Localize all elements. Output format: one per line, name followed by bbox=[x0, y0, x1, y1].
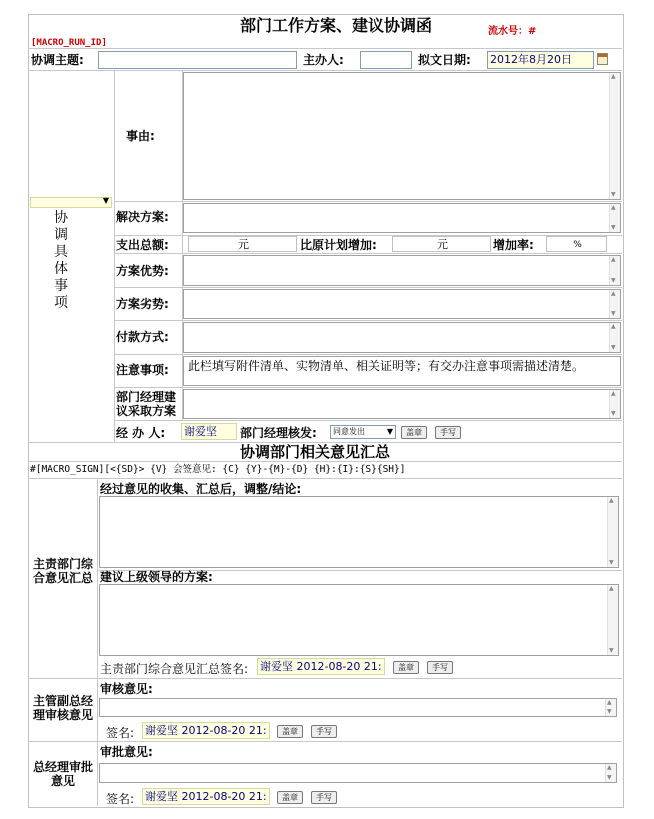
lead-sign-input[interactable]: 谢爱坚 2012-08-20 21: bbox=[257, 658, 385, 675]
gm-handwrite-button[interactable]: 手写 bbox=[311, 791, 337, 804]
lead-dept-label: 主责部门综合意见汇总 bbox=[32, 557, 93, 585]
stamp-button[interactable]: 盖章 bbox=[401, 426, 427, 439]
manager-check-value: 同意发出 bbox=[333, 427, 365, 436]
disadvantage-textarea[interactable] bbox=[183, 289, 621, 319]
gm-sign-input[interactable]: 谢爱坚 2012-08-20 21: bbox=[142, 788, 270, 805]
manager-check-select[interactable] bbox=[330, 425, 396, 439]
handler-label: 经 办 人: bbox=[116, 426, 166, 440]
conclusion-textarea[interactable] bbox=[99, 496, 619, 568]
macro-sign-line: #[MACRO_SIGN][<{SD}> {V} 会签意见: {C} {Y}-{M}-{D} {H}:{I}:{S}{SH}] bbox=[30, 464, 406, 475]
opinions-section-title: 协调部门相关意见汇总 bbox=[240, 443, 391, 461]
handler-input[interactable]: 谢爱坚 bbox=[181, 423, 237, 440]
expense-unit: 元 bbox=[238, 238, 249, 251]
coordination-vertical-label: 协 调 具 体 事 项 bbox=[54, 210, 68, 311]
lead-stamp-button[interactable]: 盖章 bbox=[393, 661, 419, 674]
date-label: 拟文日期: bbox=[418, 53, 471, 67]
manager-suggest-textarea[interactable] bbox=[183, 389, 621, 419]
lead-sign-label: 主责部门综合意见汇总签名: bbox=[100, 662, 249, 676]
vp-opinion-label: 审核意见: bbox=[100, 682, 153, 696]
manager-suggest-label: 部门经理建议采取方案 bbox=[116, 390, 177, 418]
reason-textarea[interactable] bbox=[183, 72, 621, 200]
gm-stamp-button[interactable]: 盖章 bbox=[277, 791, 303, 804]
macro-run-id: [MACRO_RUN_ID] bbox=[31, 38, 107, 48]
vp-stamp-button[interactable]: 盖章 bbox=[277, 725, 303, 738]
solution-label: 解决方案: bbox=[116, 210, 169, 224]
gm-approval-label: 总经理审批意见 bbox=[32, 760, 93, 788]
gm-sign-label: 签名: bbox=[106, 792, 135, 806]
host-input[interactable] bbox=[360, 51, 412, 69]
proposal-textarea[interactable] bbox=[99, 584, 619, 656]
serial-number: 流水号：# bbox=[488, 26, 537, 37]
notes-textarea[interactable]: 此栏填写附件清单、实物清单、相关证明等；有交办注意事项需描述清楚。 bbox=[183, 356, 621, 386]
host-label: 主办人: bbox=[303, 53, 344, 67]
vp-review-label: 主管副总经理审核意见 bbox=[32, 694, 93, 722]
rate-unit: % bbox=[573, 240, 582, 250]
conclusion-label: 经过意见的收集、汇总后，调整/结论: bbox=[100, 482, 302, 496]
increase-label: 比原计划增加: bbox=[300, 238, 377, 252]
advantage-textarea[interactable] bbox=[183, 255, 621, 286]
topic-label: 协调主题: bbox=[31, 53, 84, 67]
expense-label: 支出总额: bbox=[116, 238, 169, 252]
lead-handwrite-button[interactable]: 手写 bbox=[427, 661, 453, 674]
proposal-label: 建议上级领导的方案: bbox=[100, 570, 213, 584]
solution-textarea[interactable] bbox=[183, 203, 621, 233]
chevron-down-icon: ▼ bbox=[102, 196, 109, 205]
expense-input[interactable] bbox=[188, 236, 297, 252]
advantage-label: 方案优势: bbox=[116, 264, 169, 278]
rate-input[interactable] bbox=[546, 236, 607, 252]
gm-opinion-label: 审批意见: bbox=[100, 745, 153, 759]
calendar-icon[interactable] bbox=[597, 53, 608, 65]
increase-input[interactable] bbox=[392, 236, 491, 252]
vp-opinion-textarea[interactable] bbox=[99, 698, 617, 717]
date-input[interactable]: 2012年8月20日 bbox=[487, 51, 594, 69]
chevron-down-icon: ▼ bbox=[386, 427, 393, 436]
notes-label: 注意事项: bbox=[116, 363, 169, 377]
gm-opinion-textarea[interactable] bbox=[99, 763, 617, 783]
category-dropdown[interactable] bbox=[30, 197, 112, 208]
rate-label: 增加率: bbox=[493, 238, 534, 252]
disadvantage-label: 方案劣势: bbox=[116, 297, 169, 311]
manager-check-label: 部门经理核发: bbox=[240, 426, 317, 440]
handwrite-button[interactable]: 手写 bbox=[435, 426, 461, 439]
payment-label: 付款方式: bbox=[116, 330, 169, 344]
increase-unit: 元 bbox=[437, 238, 448, 251]
form-title: 部门工作方案、建议协调函 bbox=[240, 16, 433, 35]
payment-textarea[interactable] bbox=[183, 322, 621, 353]
topic-input[interactable] bbox=[98, 51, 297, 69]
vp-handwrite-button[interactable]: 手写 bbox=[311, 725, 337, 738]
vp-sign-input[interactable]: 谢爱坚 2012-08-20 21: bbox=[142, 722, 270, 739]
vp-sign-label: 签名: bbox=[106, 726, 135, 740]
reason-label: 事由: bbox=[126, 129, 155, 143]
